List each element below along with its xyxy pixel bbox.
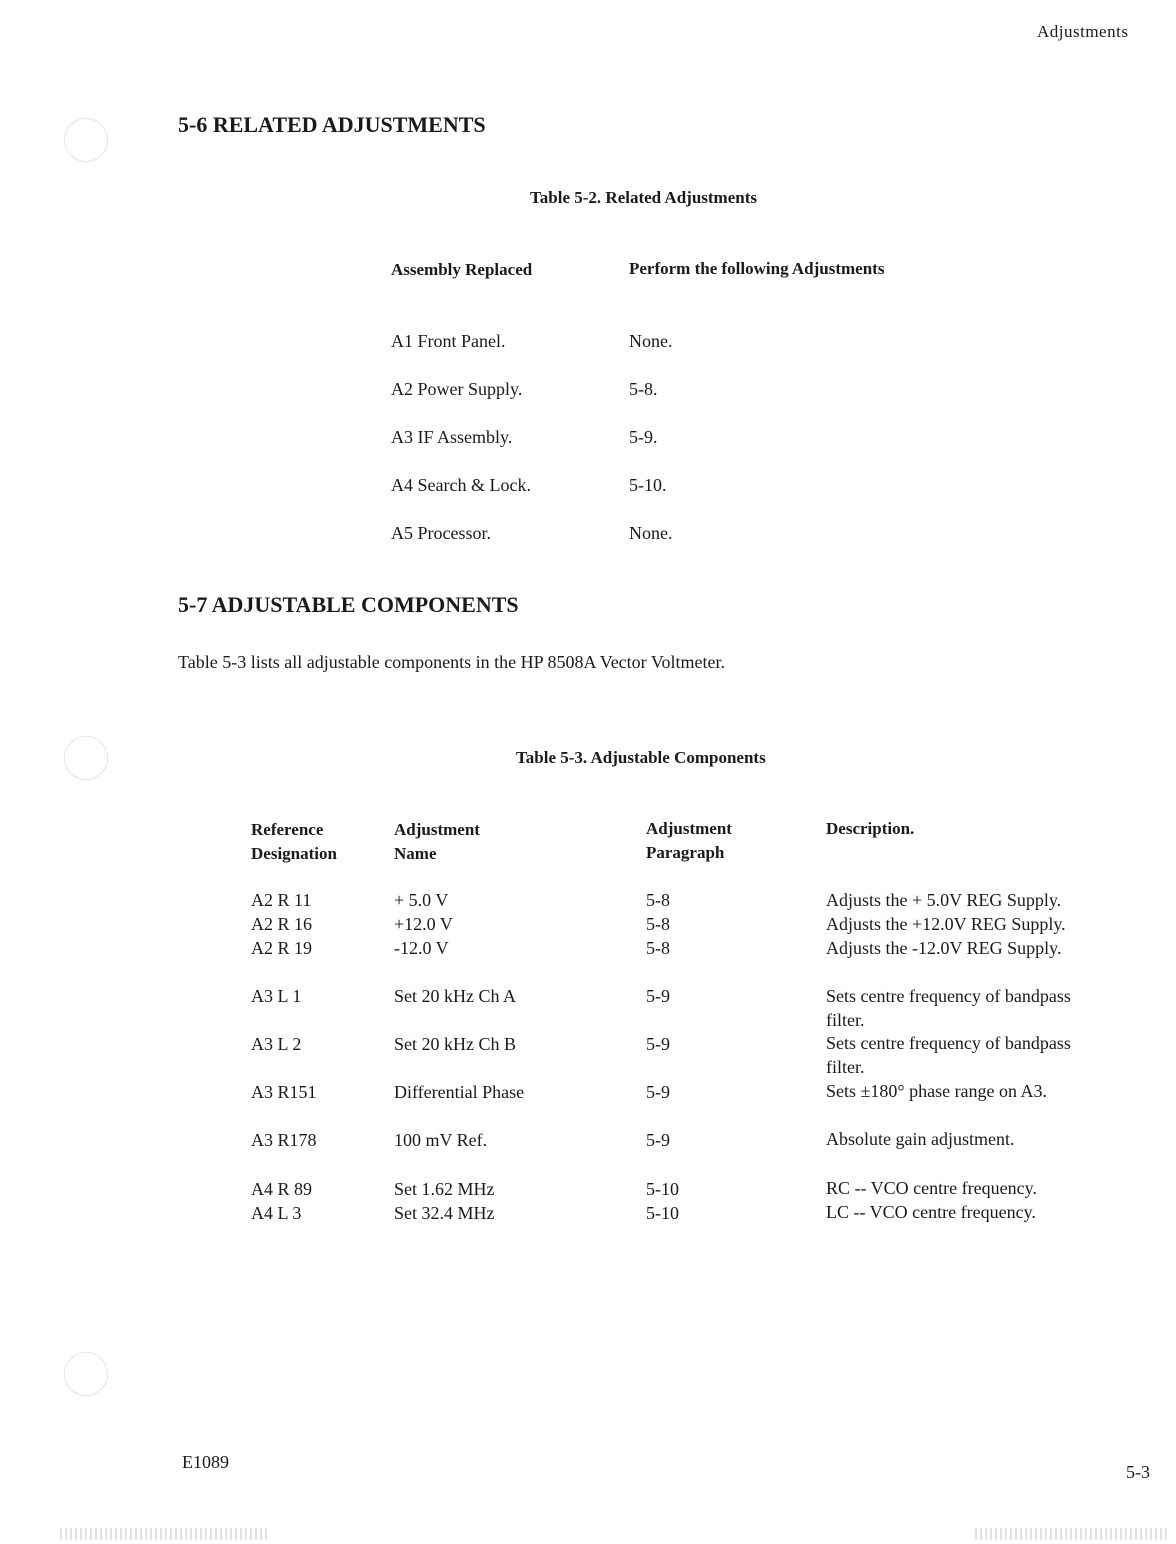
col-header-assembly: Assembly Replaced [391,260,533,279]
desc-cell: Sets centre frequency of bandpass [826,1033,1071,1053]
adjustment-cell: 5-8. [629,379,658,399]
desc-cell: Sets ±180° phase range on A3. [826,1081,1048,1101]
desc-cell: LC -- VCO centre frequency. [826,1202,1036,1222]
scan-artifact-left [60,1528,270,1540]
assembly-cell: A1 Front Panel. [391,331,506,351]
assembly-cell: A4 Search & Lock. [391,475,531,495]
desc-cell: Adjusts the -12.0V REG Supply. [826,938,1062,958]
para-cell: 5-9 [646,1130,670,1150]
name-cell: Set 20 kHz Ch A [394,986,517,1006]
ref-cell: A3 L 1 [251,986,302,1006]
desc-cell-continued: filter. [826,1057,865,1077]
header-reference-line1: Reference [251,820,324,839]
assembly-cell: A2 Power Supply. [391,379,523,399]
ref-cell: A2 R 19 [251,938,313,958]
name-cell: 100 mV Ref. [394,1130,488,1150]
ref-cell: A4 L 3 [251,1203,302,1223]
binder-hole-middle [64,736,108,780]
para-cell: 5-8 [646,890,670,910]
section-5-7-intro: Table 5-3 lists all adjustable components in the HP 8508A Vector Voltmeter. [178,652,726,672]
name-cell: -12.0 V [394,938,449,958]
table-5-3-title: Table 5-3. Adjustable Components [516,748,766,767]
header-paragraph-line2: Paragraph [646,843,725,862]
adjustment-cell: 5-10. [629,475,667,495]
desc-cell: Absolute gain adjustment. [826,1129,1015,1149]
desc-cell-continued: filter. [826,1010,865,1030]
section-5-6-heading: 5-6 RELATED ADJUSTMENTS [178,112,486,137]
para-cell: 5-10 [646,1203,679,1223]
para-cell: 5-8 [646,914,670,934]
name-cell: Set 1.62 MHz [394,1179,495,1199]
adjustment-cell: None. [629,331,673,351]
name-cell: Differential Phase [394,1082,525,1102]
ref-cell: A3 L 2 [251,1034,302,1054]
ref-cell: A2 R 11 [251,890,312,910]
scan-artifact-right [975,1528,1170,1540]
header-reference-line2: Designation [251,844,337,863]
binder-hole-top [64,118,108,162]
col-header-adjustments: Perform the following Adjustments [629,259,885,278]
table-5-2-title: Table 5-2. Related Adjustments [530,188,757,207]
header-paragraph-line1: Adjustment [646,819,732,838]
adjustment-cell: 5-9. [629,427,658,447]
assembly-cell: A5 Processor. [391,523,491,543]
desc-cell: Sets centre frequency of bandpass [826,986,1071,1006]
ref-cell: A3 R151 [251,1082,317,1102]
binder-hole-bottom [64,1352,108,1396]
name-cell: Set 32.4 MHz [394,1203,495,1223]
desc-cell: RC -- VCO centre frequency. [826,1178,1037,1198]
page-number: 5-3 [1126,1462,1150,1482]
name-cell: Set 20 kHz Ch B [394,1034,517,1054]
header-name-line1: Adjustment [394,820,480,839]
document-code: E1089 [182,1452,229,1472]
para-cell: 5-9 [646,1034,670,1054]
para-cell: 5-10 [646,1179,679,1199]
assembly-cell: A3 IF Assembly. [391,427,513,447]
desc-cell: Adjusts the +12.0V REG Supply. [826,914,1066,934]
para-cell: 5-8 [646,938,670,958]
section-5-7-heading: 5-7 ADJUSTABLE COMPONENTS [178,592,519,617]
ref-cell: A2 R 16 [251,914,313,934]
para-cell: 5-9 [646,1082,670,1102]
ref-cell: A3 R178 [251,1130,317,1150]
para-cell: 5-9 [646,986,670,1006]
adjustment-cell: None. [629,523,673,543]
desc-cell: Adjusts the + 5.0V REG Supply. [826,890,1062,910]
name-cell: + 5.0 V [394,890,449,910]
ref-cell: A4 R 89 [251,1179,313,1199]
header-description: Description. [826,819,915,838]
running-header: Adjustments [1037,22,1129,41]
header-name-line2: Name [394,844,437,863]
name-cell: +12.0 V [394,914,453,934]
